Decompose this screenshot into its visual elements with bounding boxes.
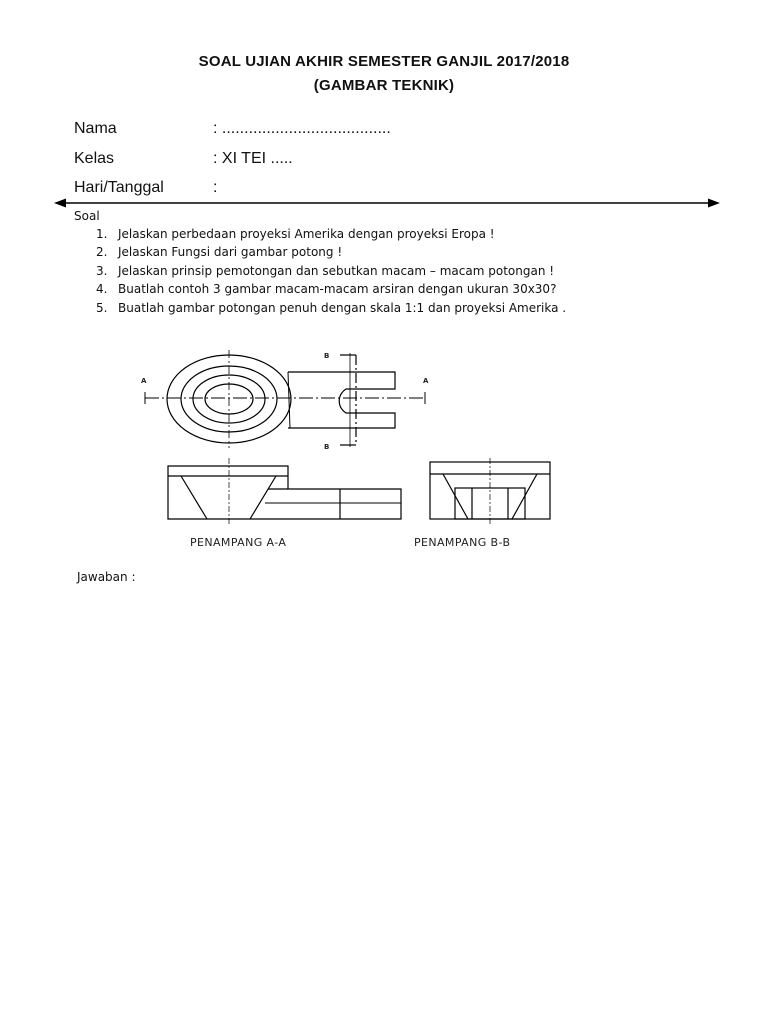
question-item: 2. Jelaskan Fungsi dari gambar potong ! bbox=[96, 245, 343, 260]
question-item: 3. Jelaskan prinsip pemotongan dan sebutkan macam – macam potongan ! bbox=[96, 263, 555, 278]
field-nama-value: : ...................................... bbox=[213, 120, 391, 137]
mark-b-bottom: B bbox=[324, 443, 330, 451]
field-hari-tanggal-label: Hari/Tanggal bbox=[74, 179, 164, 196]
technical-drawing bbox=[0, 335, 768, 565]
field-kelas-label: Kelas bbox=[74, 150, 115, 167]
caption-section-a: PENAMPANG A-A bbox=[190, 536, 287, 549]
mark-a-right: A bbox=[423, 377, 429, 385]
field-kelas-value: : XI TEI ..... bbox=[213, 150, 293, 167]
question-list bbox=[96, 227, 566, 319]
answer-label: Jawaban : bbox=[77, 570, 136, 584]
soal-label: Soal bbox=[74, 209, 100, 223]
divider-arrow bbox=[0, 193, 768, 213]
question-item: 1. Jelaskan perbedaan proyeksi Amerika dengan proyeksi Eropa ! bbox=[96, 227, 495, 241]
exam-title: SOAL UJIAN AKHIR SEMESTER GANJIL 2017/2018 bbox=[198, 53, 570, 70]
caption-section-b: PENAMPANG B-B bbox=[414, 536, 511, 549]
mark-b-top: B bbox=[324, 352, 330, 360]
exam-subtitle: (GAMBAR TEKNIK) bbox=[313, 77, 455, 94]
question-item: 4. Buatlah contoh 3 gambar macam-macam arsiran dengan ukuran 30x30? bbox=[96, 282, 557, 297]
field-hari-tanggal-value: : bbox=[213, 179, 218, 196]
question-item: 5. Buatlah gambar potongan penuh dengan skala 1:1 dan proyeksi Amerika . bbox=[96, 300, 567, 315]
field-nama-label: Nama bbox=[74, 120, 117, 137]
top-view-arm bbox=[288, 372, 395, 428]
mark-a-left: A bbox=[141, 377, 147, 385]
section-a-a bbox=[168, 458, 401, 525]
section-b-b bbox=[430, 458, 550, 525]
